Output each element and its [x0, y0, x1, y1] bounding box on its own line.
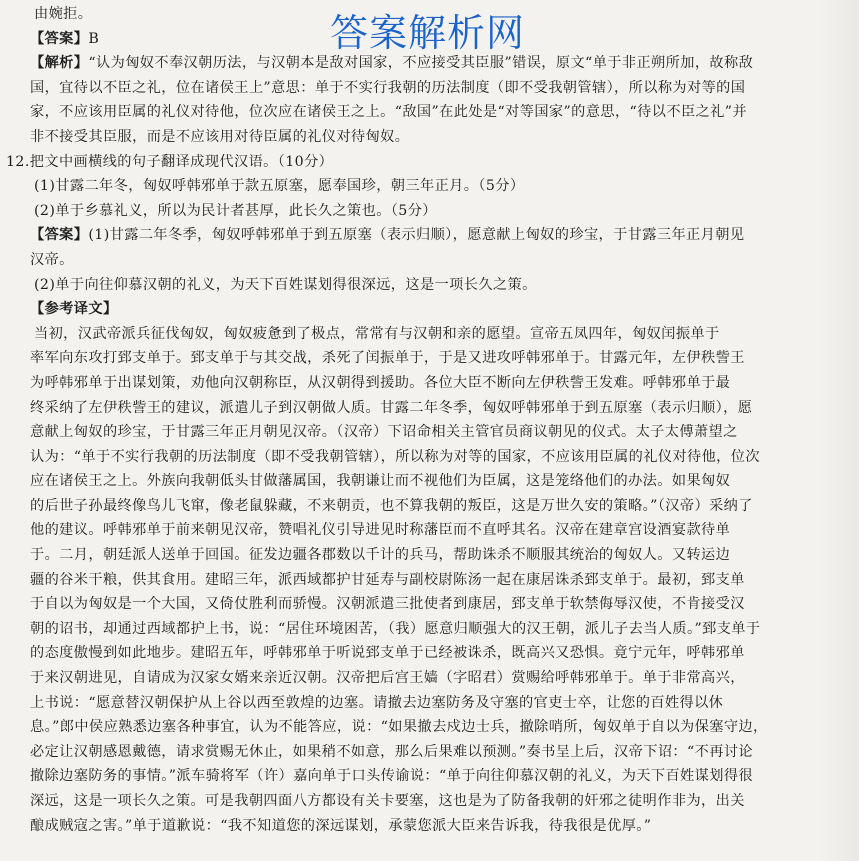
line-text: 由婉拒。 — [34, 6, 93, 22]
line-text: 当初，汉武帝派兵征伐匈奴，匈奴疲惫到了极点，常常有与汉朝和亲的愿望。宣帝五凤四年，匈奴闰振单于 — [34, 325, 720, 342]
text-line — [6, 125, 849, 150]
line-text: 的后世子孙最终像鸟儿飞窜，像老鼠躲藏，不来朝贡，也不算我朝的叛臣，这是万世久安的策略。”（汉帝）采纳了 — [30, 497, 753, 514]
text-line — [6, 764, 849, 789]
line-text: 上书说：“愿意替汉朝保护从上谷以西至敦煌的边塞。请撤去边塞防务及守塞的官吏士卒，让您的百姓得以休 — [30, 694, 724, 711]
line-text: 非不接受其臣服，而是不应该用对待臣属的礼仪对待匈奴。 — [30, 128, 410, 145]
line-text: 意献上匈奴的珍宝，于甘露三年正月朝见汉帝。（汉帝）下诏命相关主管官员商议朝见的仪式。太子太傅萧望之 — [30, 424, 738, 441]
text-line — [6, 740, 849, 765]
line-text: 于。二月，朝廷派人送单于回国。征发边疆各郡数以千计的兵马，帮助诛杀不顺服其统治的匈奴人。又转运边 — [30, 547, 731, 564]
text-line — [6, 666, 849, 691]
line-text: 国，宜待以不臣之礼，位在诸侯王上”意思：单于不实行我朝的历法制度（即不受我朝管辖），所以称为对等的国 — [30, 79, 746, 96]
line-text: “认为匈奴不奉汉朝历法，与汉朝本是敌对国家，不应接受其臣服”错误，原文“单于非正朔所加，故称敌 — [88, 55, 754, 72]
line-text: 于来汉朝进见，自请成为汉家女婿来亲近汉朝。汉帝把后宫王嫱（字昭君）赏赐给呼韩邪单于。单于非常高兴， — [30, 670, 745, 687]
line-text: 应在诸侯王之上。外族向我朝低头甘做藩属国，我朝谦让而不视他们为臣属，这是笼络他们的办法。如果匈奴 — [30, 473, 731, 490]
text-line — [6, 100, 849, 125]
text-line — [6, 371, 849, 396]
line-text: (1)甘露二年冬，匈奴呼韩邪单于款五原塞，愿奉国珍，朝三年正月。（5分） — [34, 178, 525, 195]
line-text: 认为：“单于不实行我朝的历法制度（即不受我朝管辖），所以称为对等的国家，不应该用臣属的礼仪对待他，位次 — [30, 448, 760, 465]
section-tag: 【答案】 — [30, 227, 89, 244]
text-line — [6, 543, 849, 568]
text-line — [6, 322, 849, 347]
line-text: 他的建议。呼韩邪单于前来朝见汉帝，赞唱礼仪引导进见时称藩臣而不直呼其名。汉帝在建章宫设酒宴款待单 — [30, 522, 731, 539]
text-line — [6, 494, 849, 519]
line-text: 息。”郎中侯应熟悉边塞各种事宜，认为不能答应，说：“如果撤去戍边士兵，撤除哨所，匈奴单于自以为保塞守边， — [30, 719, 768, 736]
line-text: 必定让汉朝感恩戴德，请求赏赐无休止，如果稍不如意，那么后果难以预测。”奏书呈上后，汉帝下诏：“不再讨论 — [30, 743, 753, 760]
text-line — [6, 568, 849, 593]
section-tag: 【答案】 — [30, 30, 89, 47]
text-line — [6, 420, 849, 445]
text-line — [6, 518, 849, 543]
line-text: B — [88, 30, 100, 47]
line-text: 朝的诏书，却通过西域都护上书，说：“居住环境困苦，（我）愿意归顺强大的汉王朝，派儿子去当人质。”郅支单于 — [30, 620, 761, 637]
line-text: 撤除边塞防务的事情。”派车骑将军（许）嘉向单于口头传谕说：“单于向往仰慕汉朝的礼义，为天下百姓谋划得很 — [30, 768, 753, 785]
line-text: 的态度傲慢到如此地步。建昭五年，呼韩邪单于听说郅支单于已经被诛杀，既高兴又恐惧。竟宁元年，呼韩邪单 — [30, 645, 745, 662]
section-tag: 【解析】 — [30, 55, 89, 72]
text-line — [6, 150, 849, 175]
line-text: 于自以为匈奴是一个大国，又倚仗胜利而骄慢。汉朝派遣三批使者到康居，郅支单于软禁侮辱汉使，不肯接受汉 — [30, 596, 745, 613]
text-line — [6, 691, 849, 716]
text-line — [6, 445, 849, 470]
text-line — [6, 592, 849, 617]
text-line — [6, 174, 849, 199]
text-line — [6, 223, 849, 248]
text-line — [6, 297, 849, 322]
text-line — [6, 469, 849, 494]
section-tag: 【参考译文】 — [30, 301, 118, 318]
text-line — [6, 641, 849, 666]
text-line — [6, 715, 849, 740]
line-text: 疆的谷米干粮，供其食用。建昭三年，派西域都护甘延寿与副校尉陈汤一起在康居诛杀郅支单于。最初，郅支单 — [30, 571, 745, 588]
line-text: 率军向东攻打郅支单于。郅支单于与其交战，杀死了闰振单于，于是又进攻呼韩邪单于。甘露元年，左伊秩訾王 — [30, 350, 745, 367]
text-line — [6, 76, 849, 101]
line-text: 12.把文中画横线的句子翻译成现代汉语。（10分） — [6, 153, 334, 170]
line-text: 为呼韩邪单于出谋划策，劝他向汉朝称臣，从汉朝得到援助。各位大臣不断向左伊秩訾王发难。呼韩邪单于最 — [30, 374, 731, 391]
line-text: 酿成贼寇之害。”单于道歉说：“我不知道您的深远谋划，承蒙您派大臣来告诉我，待我很是优厚。” — [30, 817, 652, 834]
text-line — [6, 199, 849, 224]
line-text: 终采纳了左伊秩訾王的建议，派遣儿子到汉朝做人质。甘露二年冬季，匈奴呼韩邪单于到五原塞（表示归顺），愿 — [30, 399, 753, 416]
text-line — [6, 789, 849, 814]
text-line — [6, 814, 849, 839]
watermark: 答案解析网 — [330, 11, 526, 55]
line-text: 汉帝。 — [30, 251, 74, 268]
line-text: (1)甘露二年冬季，匈奴呼韩邪单于到五原塞（表示归顺），愿意献上匈奴的珍宝，于甘露三年正月朝见 — [88, 227, 745, 244]
text-line — [6, 346, 849, 371]
text-line — [6, 273, 849, 298]
text-line — [6, 248, 849, 273]
text-line — [6, 617, 849, 642]
line-text: 家，不应该用臣属的礼仪对待他，位次应在诸侯王之上。“敌国”在此处是“对等国家”的意思，“待以不臣之礼”并 — [30, 104, 747, 121]
line-text: (2)单于乡慕礼义，所以为民计者甚厚，此长久之策也。（5分） — [34, 202, 437, 219]
line-text: (2)单于向往仰慕汉朝的礼义，为天下百姓谋划得很深远，这是一项长久之策。 — [34, 276, 537, 293]
line-text: 深远，这是一项长久之策。可是我朝四面八方都设有关卡要塞，这也是为了防备我朝的奸邪之徒明作非为，出关 — [30, 793, 745, 809]
text-line — [6, 396, 849, 421]
